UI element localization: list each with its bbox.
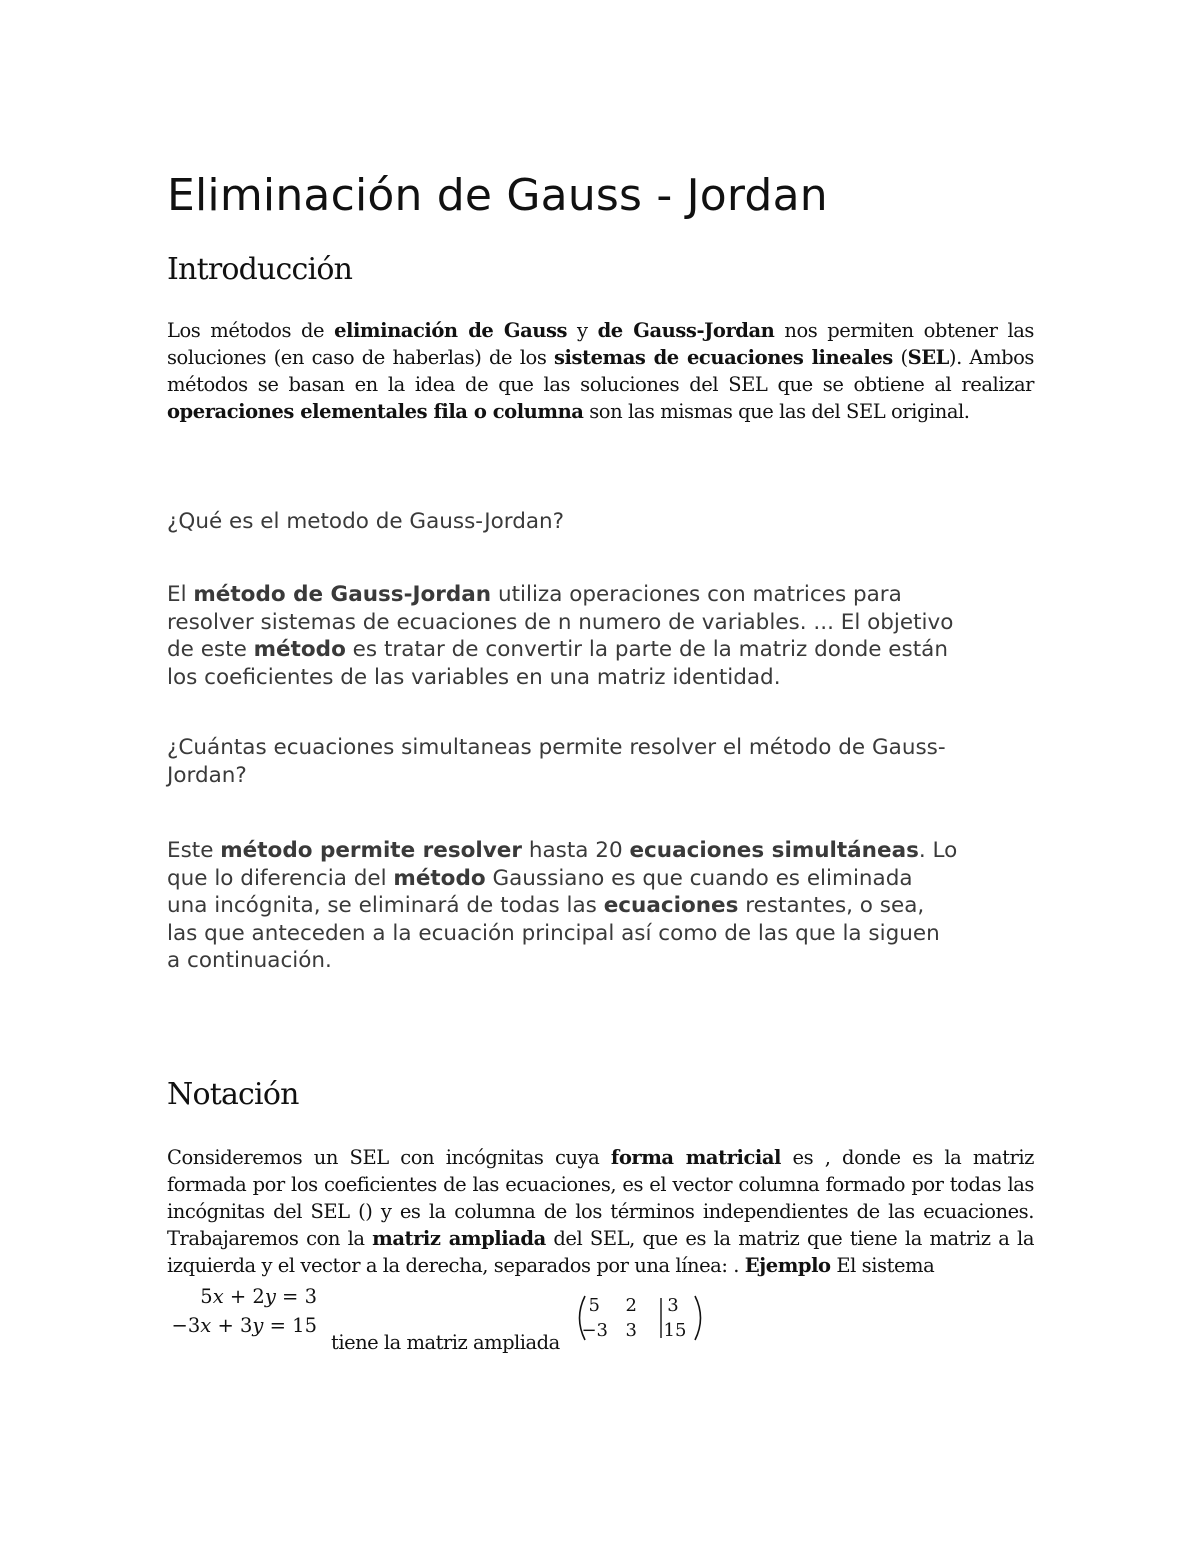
document-title: Eliminación de Gauss - Jordan [167,170,828,221]
intro-paragraph: Los métodos de eliminación de Gauss y de Gauss-Jordan nos permiten obtener las soluciones (en caso de haberlas) de los sistemas de ecuaciones lineales (SEL). Ambos métodos se basan en la idea de que las soluciones del SEL que se obtiene al realizar operaciones elementales fila o columna son las mismas que las del SEL original. [167,319,1034,423]
equation-1: 5𝑥 + 2𝑦 = 3 [200,1285,317,1308]
question-what-is-gauss-jordan: ¿Qué es el metodo de Gauss-Jordan? [167,509,565,534]
example-caption: tiene la matriz ampliada [331,1331,560,1354]
answer-how-many-equations: Este método permite resolver hasta 20 ecuaciones simultáneas. Lo que lo diferencia del método Gaussiano es que cuando es eliminada una incógnita, se eliminará de todas las ecuaciones restantes, o sea, las que anteceden a la ecuación principal así como de las que la siguen a continuación. [167,838,958,973]
equation-2: −3𝑥 + 3𝑦 = 15 [171,1314,317,1337]
notation-paragraph: Consideremos un SEL con incógnitas cuya forma matricial es , donde es la matriz formada por los coeficientes de las ecuaciones, es el vector columna formado por todas las incógnitas del SEL () y es la columna de los términos independientes de las ecuaciones. Trabajaremos con la matriz ampliada del SEL, que es la matriz que tiene la matriz a la izquierda y el vector a la derecha, separados por una línea: . Ejemplo El sistema [167,1146,1035,1277]
answer-what-is-gauss-jordan: El método de Gauss-Jordan utiliza operaciones con matrices para resolver sistemas de ecuaciones de n numero de variables. ... El objetivo de este método es tratar de convertir la parte de la matriz donde están los coeficientes de las variables en una matriz identidad. [167,582,954,690]
matrix-cell: 2 [625,1295,637,1316]
question-how-many-equations: ¿Cuántas ecuaciones simultaneas permite resolver el método de Gauss- Jordan? [167,735,946,788]
intro-heading: Introducción [167,252,353,287]
matrix-cell: 3 [667,1295,679,1316]
matrix-cell: 3 [625,1320,637,1341]
augmented-matrix [575,1293,705,1343]
matrix-cell: −3 [581,1320,608,1341]
matrix-cell: 5 [588,1295,600,1316]
notation-heading: Notación [167,1077,299,1112]
matrix-cell: 15 [663,1320,687,1341]
example-equation-system [167,1282,317,1340]
